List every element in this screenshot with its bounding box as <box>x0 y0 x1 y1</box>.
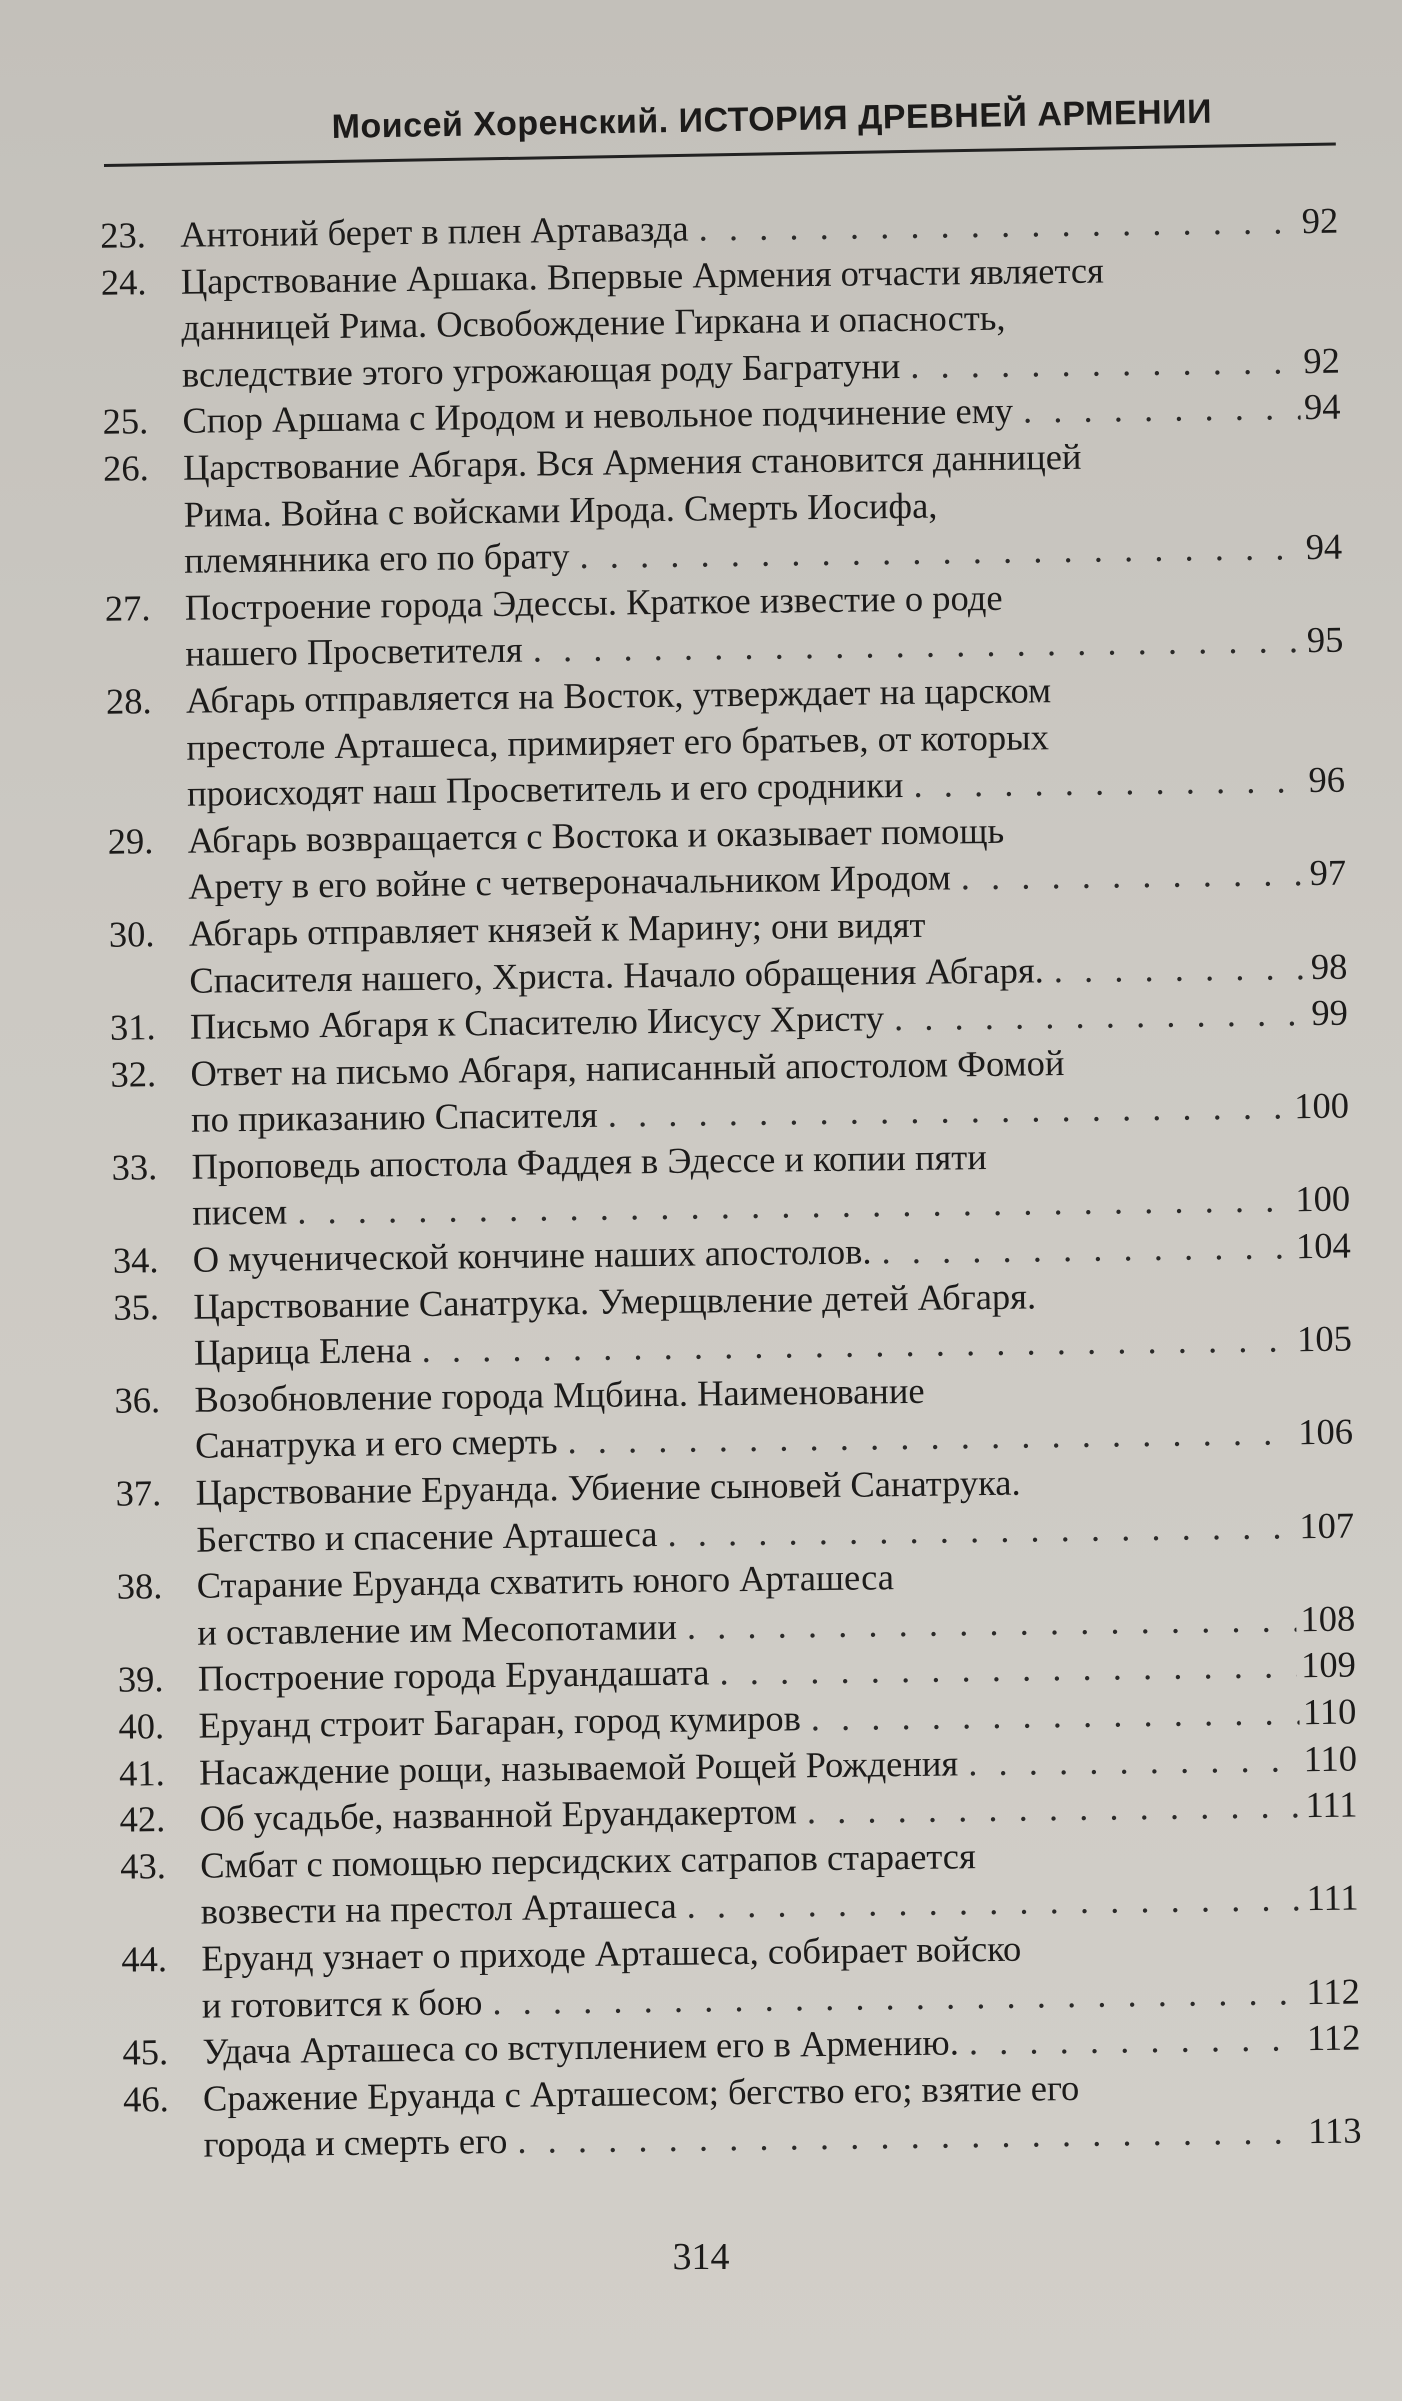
dot-leader <box>607 1084 1290 1139</box>
toc-entry-number: 32. <box>110 1052 157 1095</box>
toc-entry-number: 46. <box>122 2077 169 2120</box>
toc-entry-number: 26. <box>102 447 149 489</box>
toc-entry-title: Спасителя нашего, Христа. Начало обращения Абгаря. <box>189 948 1044 1001</box>
toc-entry-title: возвести на престол Арташеса <box>200 1885 677 1933</box>
dot-leader <box>894 990 1308 1042</box>
toc-entry-title: Сражение Еруанда с Арташесом; бегство его; взятие его <box>202 2066 1080 2119</box>
dot-leader <box>686 1876 1303 1930</box>
dot-leader <box>969 2015 1304 2066</box>
toc-entry-title: Старание Еруанда схватить юного Арташеса <box>196 1556 895 1606</box>
toc-entry-page: 110 <box>1302 1690 1357 1733</box>
toc-entry-page: 112 <box>1306 1970 1361 2012</box>
toc-entry-page: 98 <box>1310 945 1348 987</box>
toc-entry-title: Абгарь отправляет князей к Марину; они видят <box>188 903 926 954</box>
toc-entry-number: 24. <box>100 260 147 303</box>
toc-entry-page: 92 <box>1303 339 1341 381</box>
toc-entry-title: Еруанд узнает о приходе Арташеса, собирает войско <box>201 1927 1022 1979</box>
toc-entry-page: 99 <box>1311 991 1349 1034</box>
toc-entry-title: Царствование Абгаря. Вся Армения становится данницей <box>182 435 1082 488</box>
toc-entry-number: 28. <box>105 680 152 722</box>
dot-leader <box>1023 385 1301 435</box>
toc-entry-page: 108 <box>1300 1597 1356 1640</box>
toc-entry-page: 92 <box>1301 199 1339 242</box>
dot-leader <box>719 1643 1297 1697</box>
toc-entry-page: 113 <box>1307 2109 1362 2152</box>
toc-entry-title: Насаждение рощи, называемой Рощей Рождения <box>198 1742 959 1793</box>
toc-entry-number: 37. <box>115 1472 162 1514</box>
toc-entry-number: 35. <box>113 1285 160 1328</box>
page-number: 314 <box>672 2236 730 2278</box>
toc-entry-number: 33. <box>111 1146 158 1188</box>
toc-entry-title: города и смерть его <box>203 2120 508 2165</box>
dot-leader <box>667 1503 1296 1557</box>
toc-entry-title: Санатрука и его смерть <box>194 1420 558 1467</box>
toc-entry-page: 106 <box>1297 1411 1354 1453</box>
dot-leader <box>687 1596 1297 1650</box>
toc-entry-number: 39. <box>117 1658 164 1701</box>
toc-entry-title: по приказанию Спасителя <box>190 1094 598 1141</box>
toc-entry-title: данницей Рима. Освобождение Гиркана и опасность, <box>181 296 1006 348</box>
toc-entry-title: Об усадьбе, названной Еруандакертом <box>199 1790 798 1839</box>
toc-entry-title: Построение города Еруандашата <box>197 1651 710 1700</box>
toc-entry-page: 110 <box>1303 1737 1358 1779</box>
toc-entry-page: 94 <box>1303 386 1341 428</box>
toc-entry-page: 100 <box>1295 1178 1351 1220</box>
toc-entry-number: 41. <box>118 1751 165 1794</box>
dot-leader <box>811 1689 1300 1742</box>
toc-entry-page: 112 <box>1306 2016 1361 2059</box>
toc-entry-page: 107 <box>1299 1504 1355 1546</box>
toc-entry-page: 94 <box>1305 525 1343 568</box>
toc-entry-number: 29. <box>107 819 154 862</box>
toc-entry-title: Возобновление города Мцбина. Наименование <box>194 1369 925 1420</box>
dot-leader <box>881 1223 1292 1275</box>
toc-entry-number: 38. <box>116 1565 163 1607</box>
toc-entry-title: и оставление им Месопотамии <box>197 1605 678 1653</box>
running-head-author: Моисей Хоренский. <box>331 102 669 147</box>
toc-entry-title: Антоний берет в плен Артавазда <box>180 207 689 255</box>
toc-entry-title: Смбат с помощью персидских сатрапов старается <box>199 1834 977 1886</box>
toc-entry-title: Удача Арташеса со вступлением его в Армению. <box>202 2021 960 2072</box>
toc-entry-number: 25. <box>102 400 149 443</box>
toc-entry-page: 111 <box>1305 1783 1358 1826</box>
toc-entry-page: 109 <box>1300 1643 1357 1686</box>
dot-leader <box>517 2109 1304 2165</box>
toc-entry-title: нашего Просветителя <box>185 628 523 675</box>
running-head-title: ИСТОРИЯ ДРЕВНЕЙ АРМЕНИИ <box>678 92 1213 140</box>
toc-entry-number: 27. <box>104 586 151 629</box>
dot-leader <box>910 338 1300 389</box>
running-head <box>331 93 1212 147</box>
toc-entry-title: Арету в его войне с четвероначальником Иродом <box>187 856 952 908</box>
toc-entry-number: 34. <box>112 1239 159 1281</box>
toc-entry-title: Царствование Аршака. Впервые Армения отчасти является <box>180 249 1105 302</box>
toc-entry-title: Рима. Война с войсками Ирода. Смерть Иосифа, <box>183 484 938 535</box>
table-of-contents <box>0 197 1402 2171</box>
toc-entry-title: Построение города Эдессы. Краткое известие о роде <box>184 576 1003 628</box>
dot-leader <box>968 1736 1300 1787</box>
toc-entry-title: и готовится к бою <box>201 1980 483 2026</box>
toc-entry-title: Проповедь апостола Фаддея в Эдессе и копии пяти <box>191 1135 987 1187</box>
toc-entry-title: Еруанд строит Багаран, город кумиров <box>198 1697 802 1746</box>
toc-entry-title: писем <box>191 1191 288 1234</box>
toc-entry-page: 95 <box>1306 618 1344 661</box>
toc-entry-page: 105 <box>1296 1317 1353 1360</box>
toc-entry-page: 104 <box>1295 1224 1351 1267</box>
toc-entry-title: Бегство и спасение Арташеса <box>195 1512 658 1560</box>
toc-entry-page: 96 <box>1308 758 1346 801</box>
toc-entry-title: племянника его по брату <box>183 535 570 581</box>
toc-entry-title: Абгарь отправляется на Восток, утверждает на царском <box>185 669 1052 721</box>
toc-entry-number: 44. <box>121 1938 168 1980</box>
toc-entry-title: Царица Елена <box>193 1329 412 1373</box>
toc-entry-title: вследствие этого угрожающая роду Багратуни <box>181 344 901 395</box>
dot-leader <box>807 1782 1302 1835</box>
toc-entry-title: происходят наш Просветитель и его сродники <box>186 764 904 814</box>
toc-entry-number: 23. <box>100 214 147 256</box>
toc-entry-page: 100 <box>1293 1084 1350 1127</box>
toc-entry-number: 42. <box>119 1798 166 1840</box>
toc-entry-title: Царствование Санатрука. Умерщвление детей Абгаря. <box>193 1275 1037 1327</box>
dot-leader <box>913 757 1305 808</box>
dot-leader <box>698 198 1298 252</box>
dot-leader <box>961 850 1306 901</box>
toc-entry-title: Абгарь возвращается с Востока и оказывает помощь <box>187 809 1005 861</box>
toc-entry-number: 43. <box>119 1844 167 1887</box>
toc-entry-page: 97 <box>1309 851 1347 894</box>
toc-entry-number: 40. <box>118 1705 165 1747</box>
toc-entry-title: Царствование Еруанда. Убиение сыновей Санатрука. <box>195 1461 1021 1513</box>
toc-entry-page: 111 <box>1306 1876 1359 1919</box>
toc-entry-number: 30. <box>108 913 155 955</box>
toc-entry-title: О мученической кончине наших апостолов. <box>192 1230 872 1280</box>
dot-leader <box>1053 944 1307 994</box>
toc-entry-title: престоле Арташеса, примиряет его братьев, от которых <box>186 715 1050 768</box>
toc-entry-title: Ответ на письмо Абгаря, написанный апостолом Фомой <box>190 1041 1065 1094</box>
toc-entry-title: Письмо Абгаря к Спасителю Иисусу Христу <box>189 997 885 1047</box>
toc-entry-title: Спор Аршама с Иродом и невольное подчинение ему <box>182 390 1014 442</box>
toc-entry-number: 36. <box>114 1378 161 1421</box>
toc-entry-number: 45. <box>122 2031 169 2073</box>
toc-entry-number: 31. <box>109 1006 156 1048</box>
header-rule <box>104 142 1336 167</box>
